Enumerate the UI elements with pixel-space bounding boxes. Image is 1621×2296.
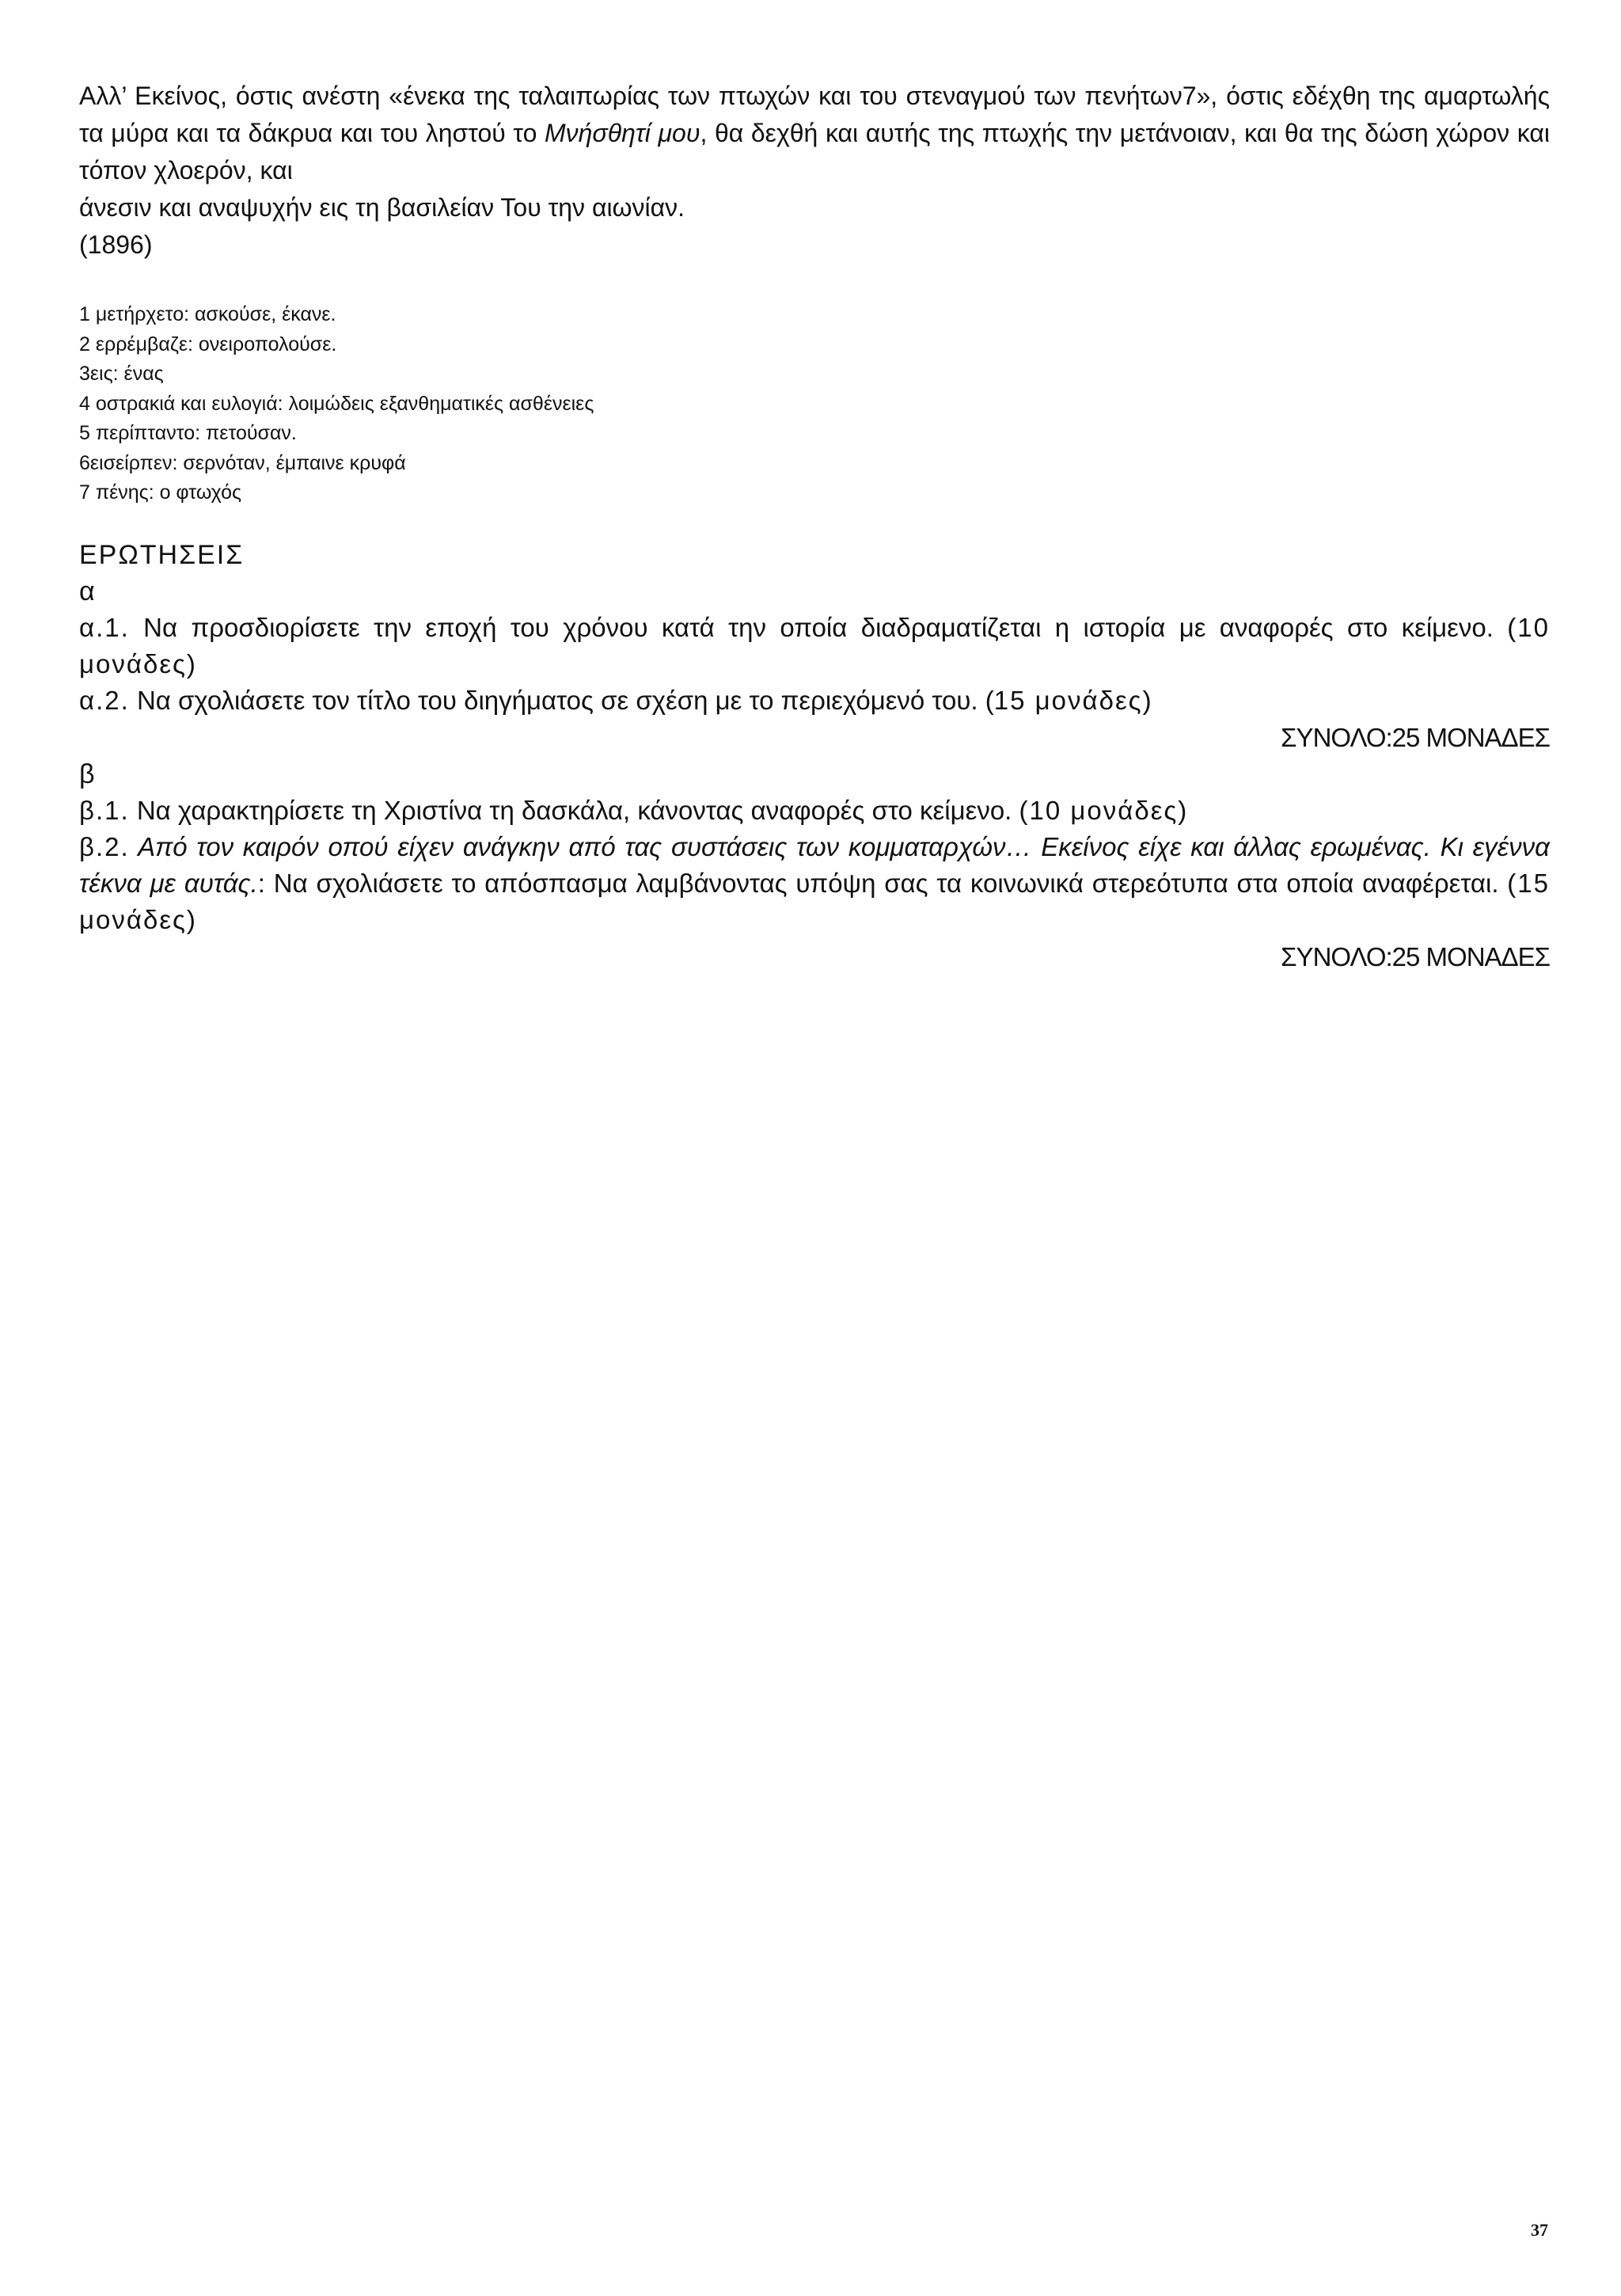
footnote: 6εισείρπεν: σερνόταν, έμπαινε κρυφά	[79, 451, 406, 474]
page-number: 37	[1531, 2220, 1548, 2240]
footnote: 3εις: ένας	[79, 363, 164, 385]
question-a2	[79, 682, 1550, 719]
section-b	[79, 756, 1550, 975]
footnotes	[79, 300, 1550, 508]
question-a1	[79, 610, 1550, 682]
question-text: Να χαρακτηρίσετε τη Χριστίνα τη δασκάλα, κάνοντας αναφορές στο κείμενο.	[129, 795, 1019, 825]
story-closing-line: άνεσιν και αναψυχήν εις τη βασιλείαν Του την αιωνίαν.	[79, 193, 685, 222]
question-marks: 15 μονάδες	[993, 685, 1143, 715]
question-text: Να προσδιορίσετε την εποχή του χρόνου κατά την οποία διαδραματίζεται η ιστορία με αναφορές στο κείμενο.	[129, 612, 1508, 642]
questions-heading: ΕΡΩΤΗΣΕΙΣ	[79, 539, 245, 570]
section-b-total: ΣΥΝΟΛΟ:25 ΜΟΝΑΔΕΣ	[1281, 941, 1550, 971]
section-a	[79, 573, 1550, 756]
footnote: 5 περίπταντο: πετούσαν.	[79, 422, 297, 444]
paragraph-italic-quote: Μνήσθητί μου	[544, 119, 700, 147]
footnote: 1 μετήρχετο: ασκούσε, έκανε.	[79, 303, 336, 325]
question-quote: Από τον καιρόν οπού είχεν ανάγκην από τας συστάσεις των κομματαρχών… Εκείνος είχε και άλλας ερωμένας. Κι εγέννα τέκνα με αυτάς.	[79, 831, 1550, 898]
section-a-letter: α	[79, 576, 95, 606]
question-marks: (15 μονάδες)	[79, 868, 1550, 934]
footnote: 4 οστρακιά και ευλογιά: λοιμώδεις εξανθηματικές ασθένειες	[79, 392, 594, 415]
document-page	[79, 78, 1550, 975]
question-b1	[79, 793, 1550, 829]
question-text: Να σχολιάσετε τον τίτλο του διηγήματος σε σχέση με το περιεχόμενό του. (	[129, 685, 994, 715]
question-marks: (10 μονάδες)	[1019, 795, 1189, 825]
question-number: α.1.	[79, 612, 130, 642]
question-number: β.2.	[79, 831, 130, 861]
question-marks: (10 μονάδες)	[79, 612, 1550, 679]
question-b2	[79, 829, 1550, 938]
section-a-total: ΣΥΝΟΛΟ:25 ΜΟΝΑΔΕΣ	[1281, 722, 1550, 752]
paragraph-text-start: Αλλ’ Εκείνος, όστις ανέστη «ένεκα της ταλαιπωρίας των πτωχών και του στεναγμού των πενήτων7», όστις εδέχθη της αμαρτωλής τα μύρα και τα δάκρυα και του ληστού το	[79, 82, 1550, 147]
question-marks-close: )	[1142, 685, 1152, 715]
section-b-letter: β	[79, 758, 95, 789]
question-number: β.1.	[79, 795, 130, 825]
publication-year: (1896)	[79, 230, 153, 259]
footnote: 7 πένης: ο φτωχός	[79, 481, 242, 504]
question-text: : Να σχολιάσετε το απόσπασμα λαμβάνοντας υπόψη σας τα κοινωνικά στερεότυπα στα οποία αναφέρεται.	[257, 868, 1508, 898]
question-number: α.2.	[79, 685, 130, 715]
footnote: 2 ερρέμβαζε: ονειροπολούσε.	[79, 333, 337, 355]
story-closing-paragraph	[79, 78, 1550, 189]
paragraph-text-end: , θα δεχθή και αυτής της πτωχής την μετάνοιαν, και θα της δώση χώρον και τόπον χλοερόν, και	[79, 119, 1551, 184]
